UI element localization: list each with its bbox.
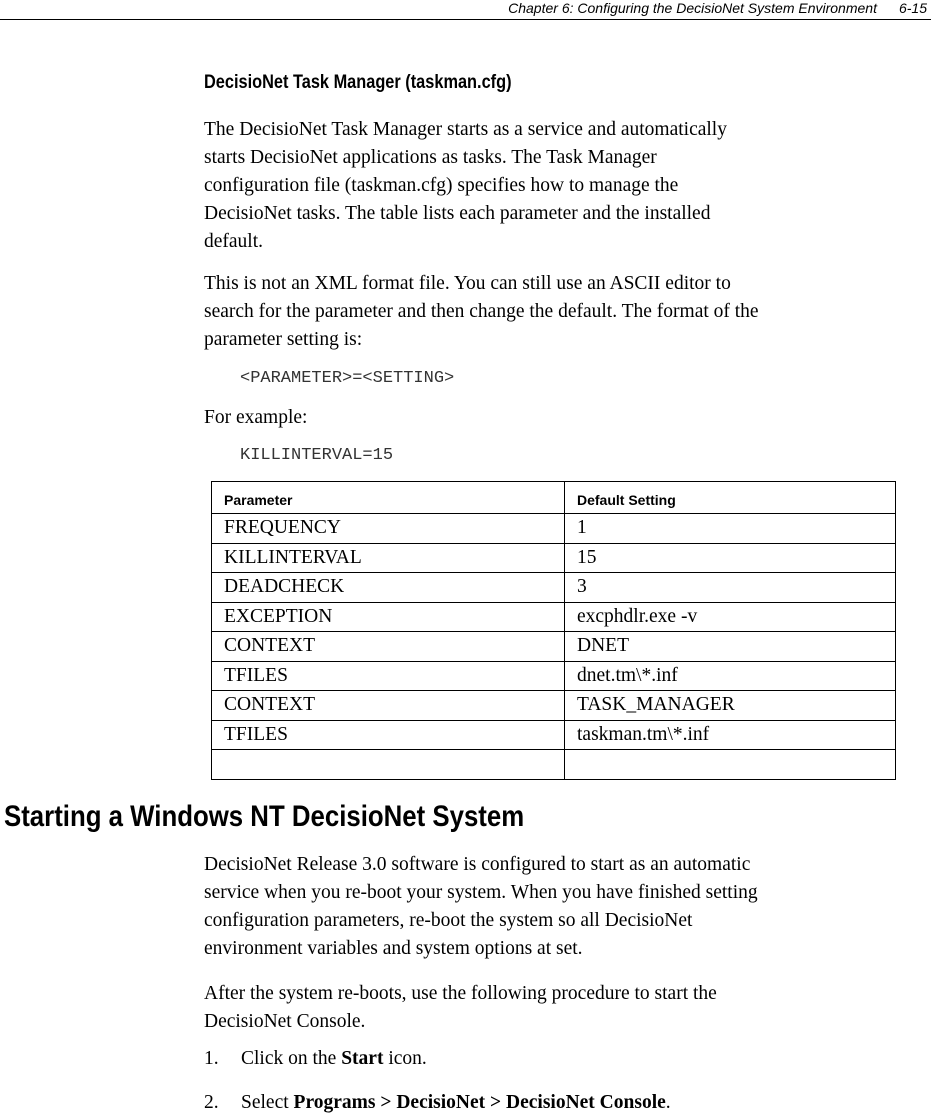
starting-intro-paragraph [204, 851, 928, 963]
parameter-cell: EXCEPTION [212, 602, 565, 632]
parameter-cell: TFILES [212, 661, 565, 691]
column-header-default-setting: Default Setting [565, 482, 896, 514]
table-row [212, 691, 896, 721]
default-setting-cell: excphdlr.exe -v [565, 602, 896, 632]
default-setting-cell: 3 [565, 573, 896, 603]
parameter-cell: DEADCHECK [212, 573, 565, 603]
parameter-cell: CONTEXT [212, 691, 565, 721]
procedure-intro-paragraph [204, 980, 928, 1036]
table-row [212, 750, 896, 780]
paragraph-line: starts DecisioNet applications as tasks. The Task Manager [204, 147, 657, 168]
section-heading: Starting a Windows NT DecisioNet System [4, 800, 525, 833]
parameter-cell: TFILES [212, 720, 565, 750]
table-row [212, 543, 896, 573]
paragraph-line: parameter setting is: [204, 329, 363, 350]
default-setting-cell: dnet.tm\*.inf [565, 661, 896, 691]
paragraph-line: DecisioNet Release 3.0 software is configured to start as an automatic [204, 854, 751, 875]
table-row [212, 661, 896, 691]
paragraph-line: After the system re-boots, use the following procedure to start the [204, 983, 717, 1004]
procedure-step-2 [204, 1092, 671, 1114]
default-setting-cell: TASK_MANAGER [565, 691, 896, 721]
parameter-cell: CONTEXT [212, 632, 565, 662]
step-emphasis: Start [341, 1048, 384, 1069]
paragraph-line: DecisioNet tasks. The table lists each parameter and the installed [204, 203, 711, 224]
paragraph-line: configuration parameters, re-boot the system so all DecisioNet [204, 910, 693, 931]
parameter-cell [212, 750, 565, 780]
default-setting-cell [565, 750, 896, 780]
paragraph-line: This is not an XML format file. You can still use an ASCII editor to [204, 273, 731, 294]
step-text: . [665, 1092, 671, 1113]
example-code-sample: KILLINTERVAL=15 [240, 446, 394, 465]
paragraph-line: environment variables and system options at set. [204, 938, 583, 959]
table-row [212, 632, 896, 662]
running-header [508, 0, 927, 16]
paragraph-line: The DecisioNet Task Manager starts as a service and automatically [204, 119, 727, 140]
default-setting-cell: 15 [565, 543, 896, 573]
default-setting-cell: DNET [565, 632, 896, 662]
task-manager-intro-paragraph [204, 116, 928, 256]
table-row [212, 514, 896, 544]
parameter-table [211, 481, 896, 780]
procedure-step-1 [204, 1048, 427, 1070]
example-label: For example: [204, 407, 308, 428]
default-setting-cell: taskman.tm\*.inf [565, 720, 896, 750]
paragraph-line: default. [204, 231, 264, 252]
step-text: Select [241, 1092, 294, 1113]
task-manager-heading: DecisioNet Task Manager (taskman.cfg) [204, 72, 512, 93]
parameter-cell: FREQUENCY [212, 514, 565, 544]
paragraph-line: service when you re-boot your system. When you have finished setting [204, 882, 758, 903]
format-code-sample: <PARAMETER>=<SETTING> [240, 369, 455, 388]
parameter-cell: KILLINTERVAL [212, 543, 565, 573]
table-header-row [212, 482, 896, 514]
step-text: Click on the [241, 1048, 342, 1069]
step-emphasis: Programs > DecisioNet > DecisioNet Console [293, 1092, 666, 1113]
paragraph-line: configuration file (taskman.cfg) specifies how to manage the [204, 175, 679, 196]
step-number: 2. [204, 1092, 219, 1113]
step-text: icon. [383, 1048, 427, 1069]
step-number: 1. [204, 1048, 219, 1069]
page-number: 6-15 [898, 0, 927, 16]
default-setting-cell: 1 [565, 514, 896, 544]
column-header-parameter: Parameter [212, 482, 565, 514]
format-description-paragraph [204, 270, 928, 354]
chapter-title: Chapter 6: Configuring the DecisioNet System Environment [508, 0, 877, 16]
header-rule [0, 19, 931, 20]
paragraph-line: search for the parameter and then change the default. The format of the [204, 301, 759, 322]
table-row [212, 720, 896, 750]
table-row [212, 573, 896, 603]
table-row [212, 602, 896, 632]
paragraph-line: DecisioNet Console. [204, 1011, 366, 1032]
